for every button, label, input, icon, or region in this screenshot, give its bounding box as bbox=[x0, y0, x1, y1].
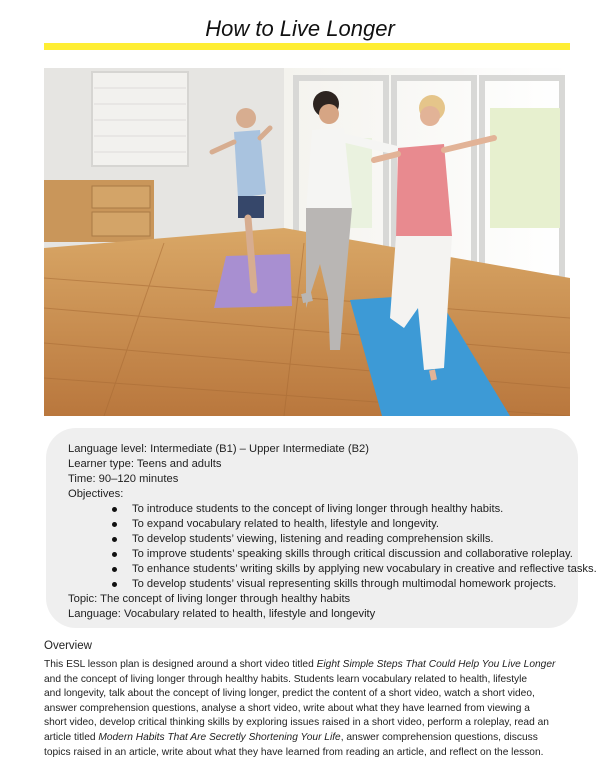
language-level-row bbox=[68, 442, 558, 457]
overview-paragraph bbox=[44, 658, 572, 760]
objective-item: To improve students’ speaking skills through critical discussion and collaborative roleplay. bbox=[112, 547, 558, 562]
objective-item: To develop students’ visual representing skills through multimodal homework projects. bbox=[112, 577, 558, 592]
objectives-list bbox=[68, 502, 597, 592]
objectives-heading bbox=[68, 487, 558, 502]
language-row bbox=[68, 607, 558, 622]
objective-item: To develop students’ viewing, listening and reading comprehension skills. bbox=[112, 532, 558, 547]
learner-type-row bbox=[68, 457, 558, 472]
overview-line: topics raised in an article, write about what they have learned from reading an article, and reflect on the lesson. bbox=[44, 746, 544, 758]
learner-type-label: Learner type bbox=[68, 458, 131, 470]
objective-item: To introduce students to the concept of living longer through healthy habits. bbox=[112, 502, 558, 517]
overview-heading: Overview bbox=[44, 640, 92, 652]
overview-line bbox=[44, 658, 572, 673]
video-title: Eight Simple Steps That Could Help You Live Longer bbox=[316, 659, 556, 670]
language-label: Language bbox=[68, 608, 118, 620]
objectives-label: Objectives bbox=[68, 488, 121, 500]
lesson-info-panel bbox=[46, 428, 597, 628]
learner-type-value: : Teens and adults bbox=[130, 458, 222, 470]
overview-line bbox=[44, 731, 572, 746]
title-underline bbox=[44, 43, 570, 50]
overview-text-span: This ESL lesson plan is designed around a short video titled bbox=[44, 659, 317, 670]
objectives-colon: : bbox=[120, 488, 124, 500]
time-value: : 90–120 minutes bbox=[92, 473, 179, 485]
overview-text-span: , answer comprehension questions, discuss bbox=[340, 731, 538, 743]
language-level-label: Language level bbox=[68, 443, 144, 455]
time-row bbox=[68, 472, 558, 487]
topic-row bbox=[68, 592, 558, 607]
overview-line: and longevity, talk about the concept of living longer, predict the content of a short video, watch a short video, bbox=[44, 688, 535, 700]
language-level-value: : Intermediate (B1) – Upper Intermediate (B2) bbox=[143, 443, 370, 455]
topic-value: : The concept of living longer through healthy habits bbox=[94, 593, 351, 605]
objective-item: To expand vocabulary related to health, lifestyle and longevity. bbox=[112, 517, 558, 532]
topic-label: Topic bbox=[68, 593, 95, 605]
overview-text-span: article titled bbox=[44, 731, 99, 743]
overview-line: answer comprehension questions, analyse a short video, write about what they have learned from viewing a bbox=[44, 702, 530, 714]
article-title: Modern Habits That Are Secretly Shortening Your Life bbox=[98, 731, 341, 743]
overview-line: and the concept of living longer through healthy habits. Students learn vocabulary related to health, lifestyle bbox=[44, 673, 528, 685]
language-value: : Vocabulary related to health, lifestyle and longevity bbox=[117, 608, 376, 620]
page-title: How to Live Longer bbox=[205, 16, 395, 41]
time-label: Time bbox=[68, 473, 93, 485]
overview-line: short video, develop critical thinking skills by exploring issues raised in a short video, perform a roleplay, read an bbox=[44, 717, 549, 729]
objective-item: To enhance students’ writing skills by applying new vocabulary in creative and reflective tasks. bbox=[112, 562, 558, 577]
yoga-class-photo bbox=[44, 68, 570, 416]
